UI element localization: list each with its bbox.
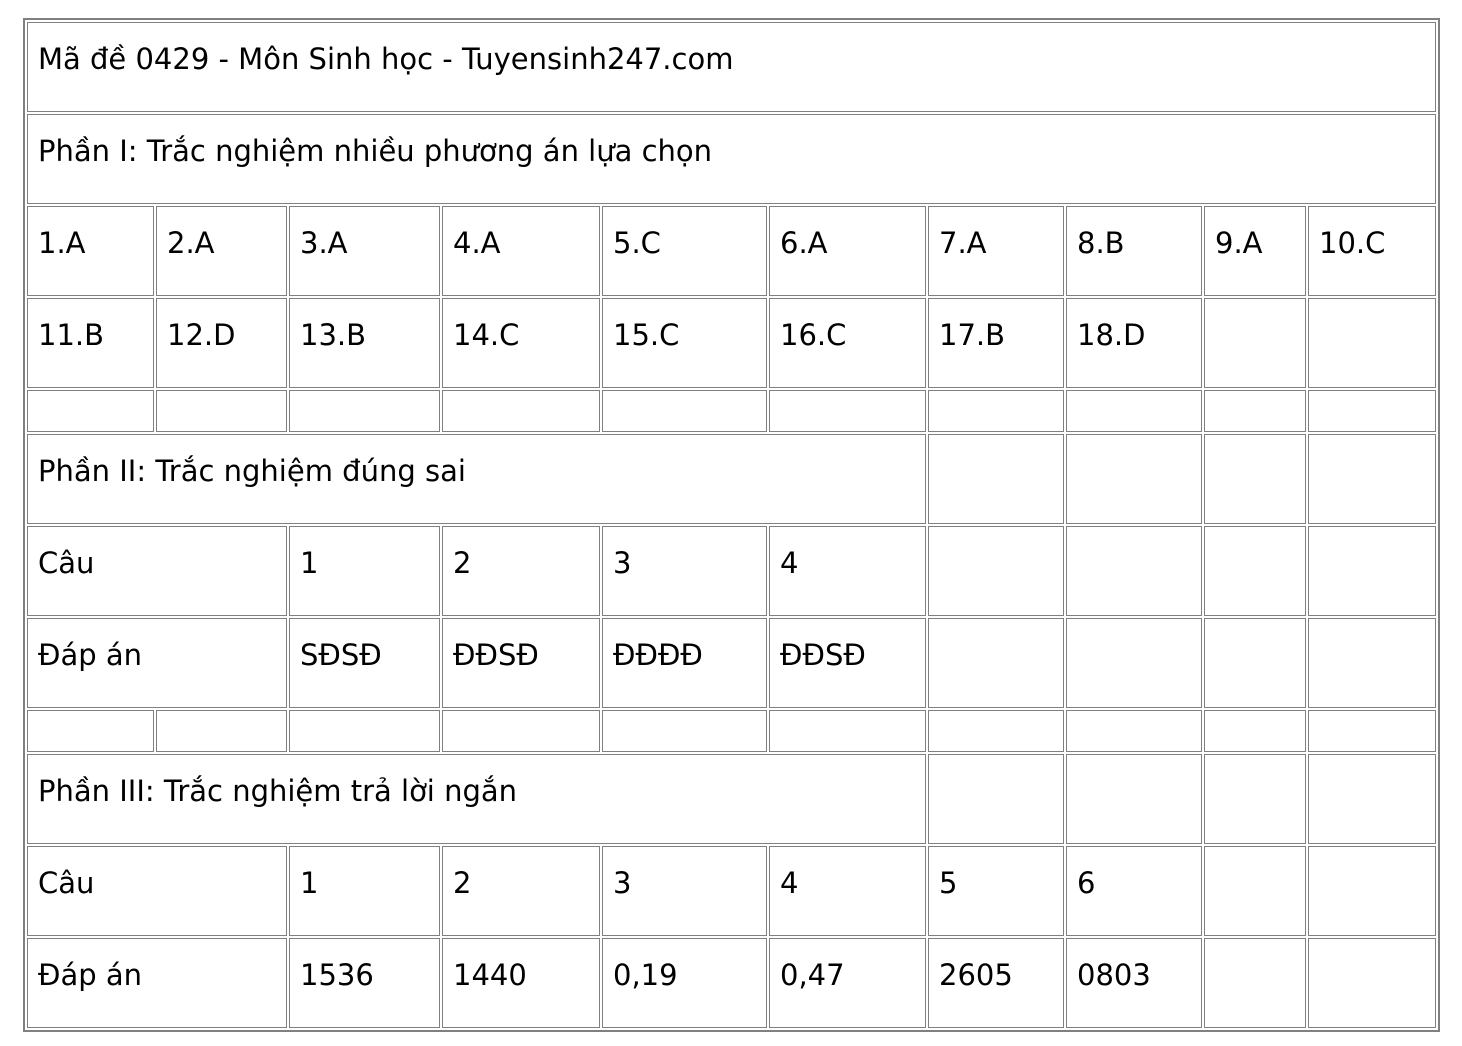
empty-cell xyxy=(289,710,440,752)
empty-cell xyxy=(1308,710,1436,752)
part1-answer-cell: 4.A xyxy=(442,206,600,296)
empty-cell xyxy=(928,710,1064,752)
part1-answer-cell: 13.B xyxy=(289,298,440,388)
answer-key-table xyxy=(23,18,1440,1032)
empty-cell xyxy=(1204,526,1306,616)
part1-answers-row-2 xyxy=(27,298,1436,388)
spacer-row xyxy=(27,390,1436,432)
empty-cell xyxy=(1308,526,1436,616)
empty-cell xyxy=(1204,846,1306,936)
part1-heading: Phần I: Trắc nghiệm nhiều phương án lựa chọn xyxy=(27,114,1436,204)
part2-answer-row xyxy=(27,618,1436,708)
empty-cell xyxy=(1204,938,1306,1028)
empty-cell xyxy=(928,434,1064,524)
part3-answer-cell: 0803 xyxy=(1066,938,1202,1028)
part1-answer-cell: 5.C xyxy=(602,206,767,296)
part2-heading-row xyxy=(27,434,1436,524)
part1-answer-cell: 17.B xyxy=(928,298,1064,388)
empty-cell xyxy=(1204,618,1306,708)
part3-answer-row xyxy=(27,938,1436,1028)
part3-answer-cell: 0,19 xyxy=(602,938,767,1028)
part1-answer-cell: 18.D xyxy=(1066,298,1202,388)
part3-answer-cell: 1536 xyxy=(289,938,440,1028)
part2-question-cell: 4 xyxy=(769,526,926,616)
part3-answer-label: Đáp án xyxy=(27,938,287,1028)
empty-cell xyxy=(1308,618,1436,708)
empty-cell xyxy=(1066,434,1202,524)
part3-question-row xyxy=(27,846,1436,936)
part3-question-cell: 1 xyxy=(289,846,440,936)
empty-cell xyxy=(1204,390,1306,432)
part2-answer-cell: SĐSĐ xyxy=(289,618,440,708)
empty-cell xyxy=(602,710,767,752)
empty-cell xyxy=(1204,710,1306,752)
part2-answer-cell: ĐĐĐĐ xyxy=(602,618,767,708)
empty-cell xyxy=(1204,434,1306,524)
part3-heading: Phần III: Trắc nghiệm trả lời ngắn xyxy=(27,754,926,844)
part1-answer-cell: 11.B xyxy=(27,298,154,388)
empty-cell xyxy=(928,390,1064,432)
empty-cell xyxy=(156,390,287,432)
part1-answer-cell: 9.A xyxy=(1204,206,1306,296)
part3-answer-cell: 0,47 xyxy=(769,938,926,1028)
empty-cell xyxy=(1308,754,1436,844)
empty-cell xyxy=(769,390,926,432)
part3-question-cell: 6 xyxy=(1066,846,1202,936)
part1-answer-cell: 1.A xyxy=(27,206,154,296)
part3-question-cell: 4 xyxy=(769,846,926,936)
part3-question-cell: 3 xyxy=(602,846,767,936)
empty-cell xyxy=(1066,710,1202,752)
part1-answer-cell xyxy=(1308,298,1436,388)
empty-cell xyxy=(27,390,154,432)
part1-answer-cell: 3.A xyxy=(289,206,440,296)
part2-heading: Phần II: Trắc nghiệm đúng sai xyxy=(27,434,926,524)
part1-answer-cell: 7.A xyxy=(928,206,1064,296)
part2-question-label: Câu xyxy=(27,526,287,616)
empty-cell xyxy=(1066,618,1202,708)
empty-cell xyxy=(27,710,154,752)
empty-cell xyxy=(1308,846,1436,936)
part2-question-cell: 1 xyxy=(289,526,440,616)
page-title: Mã đề 0429 - Môn Sinh học - Tuyensinh247.com xyxy=(27,22,1436,112)
empty-cell xyxy=(442,390,600,432)
empty-cell xyxy=(602,390,767,432)
part1-answer-cell: 10.C xyxy=(1308,206,1436,296)
part1-answer-cell: 8.B xyxy=(1066,206,1202,296)
part2-question-cell: 3 xyxy=(602,526,767,616)
empty-cell xyxy=(928,526,1064,616)
part3-question-cell: 2 xyxy=(442,846,600,936)
empty-cell xyxy=(1066,754,1202,844)
empty-cell xyxy=(1308,434,1436,524)
empty-cell xyxy=(1204,754,1306,844)
empty-cell xyxy=(769,710,926,752)
part1-answer-cell: 14.C xyxy=(442,298,600,388)
part1-answer-cell: 2.A xyxy=(156,206,287,296)
empty-cell xyxy=(928,754,1064,844)
empty-cell xyxy=(1308,938,1436,1028)
part3-answer-cell: 2605 xyxy=(928,938,1064,1028)
part2-question-row xyxy=(27,526,1436,616)
empty-cell xyxy=(1066,526,1202,616)
part3-question-label: Câu xyxy=(27,846,287,936)
part1-answer-cell: 12.D xyxy=(156,298,287,388)
part1-answer-cell xyxy=(1204,298,1306,388)
empty-cell xyxy=(156,710,287,752)
part1-answer-cell: 6.A xyxy=(769,206,926,296)
part3-question-cell: 5 xyxy=(928,846,1064,936)
part2-answer-label: Đáp án xyxy=(27,618,287,708)
title-row xyxy=(27,22,1436,112)
part2-answer-cell: ĐĐSĐ xyxy=(442,618,600,708)
part1-answer-cell: 16.C xyxy=(769,298,926,388)
empty-cell xyxy=(289,390,440,432)
empty-cell xyxy=(1308,390,1436,432)
empty-cell xyxy=(442,710,600,752)
spacer-row xyxy=(27,710,1436,752)
part3-answer-cell: 1440 xyxy=(442,938,600,1028)
part1-heading-row xyxy=(27,114,1436,204)
part1-answers-row-1 xyxy=(27,206,1436,296)
part3-heading-row xyxy=(27,754,1436,844)
empty-cell xyxy=(1066,390,1202,432)
part2-answer-cell: ĐĐSĐ xyxy=(769,618,926,708)
empty-cell xyxy=(928,618,1064,708)
part1-answer-cell: 15.C xyxy=(602,298,767,388)
part2-question-cell: 2 xyxy=(442,526,600,616)
